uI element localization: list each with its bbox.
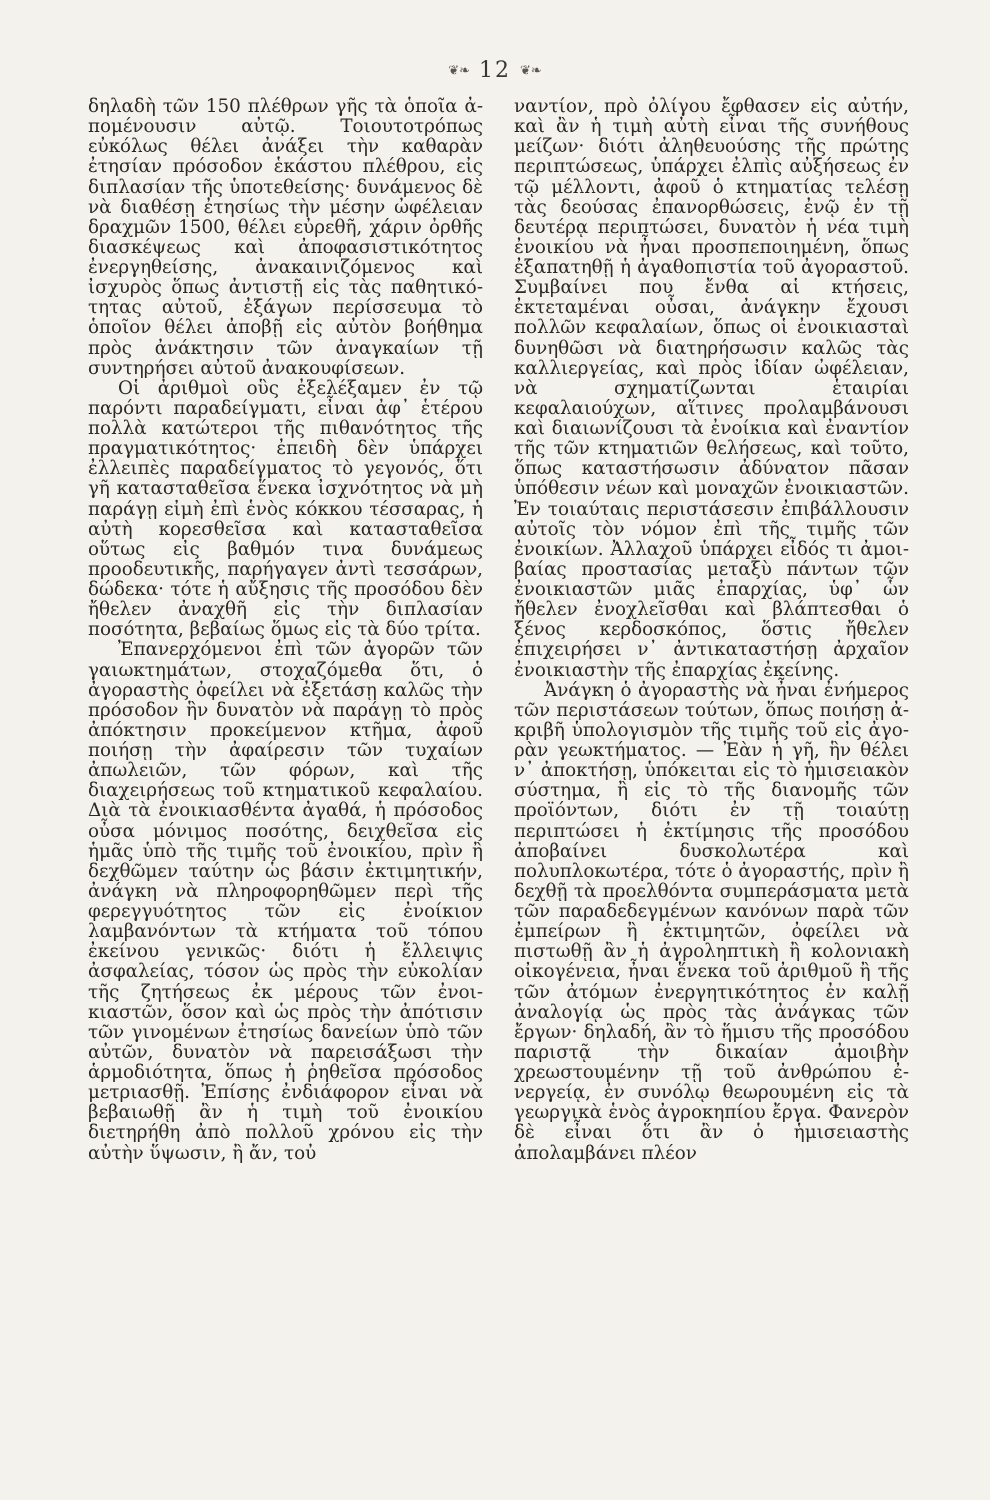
page-header <box>0 58 990 83</box>
paragraph: δηλαδὴ τῶν 150 πλέθρων γῆς τὰ ὁποῖα ἀπομένουσιν αὐτῷ. Τοιουτοτρόπως εὐκόλως θέλει ἀνάξει τὴν καθαρὰν ἐτησίαν πρόσοδον ἑκάστου πλέθρου, εἰς διπλασίαν τῆς ὑποτεθείσης· δυνάμενος δὲ νὰ διαθέσῃ ἐτησίως τὴν μέσην ὠφέλειαν δραχμῶν 1500, θέλει εὐρεθῆ, χάριν ὀρθῆς διασκέψεως καὶ ἀποφασιστικότητος ἐνεργηθείσης, ἀνακαινιζόμενος καὶ ἰσχυρὸς ὅπως ἀντιστῇ εἰς τὰς παθητικότητας αὐτοῦ, ἐξάγων περίσσευμα τὸ ὁποῖον θέλει ἀποβῇ εἰς αὐτὸν βοήθημα πρὸς ἀνάκτησιν τῶν ἀναγκαίων τῇ συντηρήσει αὐτοῦ ἀνακουφίσεων. <box>88 96 483 379</box>
paragraph: Ἐπανερχόμενοι ἐπὶ τῶν ἀγορῶν τῶν γαιωκτημάτων, στοχαζόμεθα ὅτι, ὁ ἀγοραστὴς ὀφείλει νὰ ἐξετάσῃ καλῶς τὴν πρόσοδον ἣν δυνατὸν νὰ παράγῃ τὸ πρὸς ἀπόκτησιν προκείμενον κτῆμα, ἀφοῦ ποιήσῃ τὴν ἀφαίρεσιν τῶν τυχαίων ἀπωλειῶν, τῶν φόρων, καὶ τῆς διαχειρήσεως τοῦ κτηματικοῦ κεφαλαίου. Διὰ τὰ ἐνοικιασθέντα ἀγαθά, ἡ πρόσοδος οὖσα μόνιμος ποσότης, δειχθεῖσα εἰς ἡμᾶς ὑπὸ τῆς τιμῆς τοῦ ἐνοικίου, πρὶν ἢ δεχθῶμεν ταύτην ὡς βάσιν ἐκτιμητικήν, ἀνάγκη νὰ πληροφορηθῶμεν περὶ τῆς φερεγγυότητος τῶν εἰς ἐνοίκιον λαμβανόντων τὰ κτήματα τοῦ τόπου ἐκείνου γενικῶς· διότι ἡ ἔλλειψις ἀσφαλείας, τόσον ὡς πρὸς τὴν εὐκολίαν τῆς ζητήσεως ἐκ μέρους τῶν ἐνοικιαστῶν, ὅσον καὶ ὡς πρὸς τὴν ἀπότισιν τῶν γινομένων ἐτησίως δανείων ὑπὸ τῶν αὐτῶν, δυνατὸν νὰ παρεισάξωσι τὴν ἁρμοδιότητα, ὅπως ἡ ῥηθεῖσα πρόσοδος μετριασθῇ. Ἐπίσης ἐνδιάφορον εἶναι νὰ βεβαιωθῇ ἂν ἡ τιμὴ τοῦ ἐνοικίου διετηρήθη ἀπὸ πολλοῦ χρόνου εἰς τὴν αὐτὴν ὕψωσιν, ἢ ἄν, τοὐ <box>88 639 483 1164</box>
ornament-right-icon: ❦❧ <box>520 63 542 79</box>
page-number: 12 <box>479 58 511 83</box>
paragraph: Οἱ ἀριθμοὶ οὓς ἐξελέξαμεν ἐν τῷ παρόντι παραδείγματι, εἶναι ἀφ᾽ ἑτέρου πολλὰ κατώτεροι τῆς πιθανότητος τῆς πραγματικότητος· ἐπειδὴ δὲν ὑπάρχει ἐλλειπὲς παραδείγματος τὸ γεγονός, ὅτι γῆ κατασταθεῖσα ἕνεκα ἰσχνότητος νὰ μὴ παράγῃ εἰμὴ ἐπὶ ἑνὸς κόκκου τέσσαρας, ἡ αὐτὴ κορεσθεῖσα καὶ κατασταθεῖσα οὕτως εἰς βαθμόν τινα δυνάμεως προοδευτικῆς, παρήγαγεν ἀντὶ τεσσάρων, δώδεκα· τότε ἡ αὔξησις τῆς προσόδου δὲν ἤθελεν ἀναχθῆ εἰς τὴν διπλασίαν ποσότητα, βεβαίως ὅμως εἰς τὰ δύο τρίτα. <box>88 377 483 641</box>
right-column <box>514 97 909 1164</box>
ornament-left-icon: ❦❧ <box>448 63 470 79</box>
left-column <box>88 97 483 1164</box>
paragraph: Ἀνάγκη ὁ ἀγοραστὴς νὰ ἦναι ἐνήμερος τῶν περιστάσεων τούτων, ὅπως ποιήσῃ ἀκριβῆ ὑπολογισμὸν τῆς τιμῆς τοῦ εἰς ἀγορὰν γεωκτήματος. — Ἐὰν ἡ γῆ, ἣν θέλει ν᾽ ἀποκτήσῃ, ὑπόκειται εἰς τὸ ἡμισειακὸν σύστημα, ἢ εἰς τὸ τῆς διανομῆς τῶν προϊόντων, διότι ἐν τῇ τοιαύτῃ περιπτώσει ἡ ἐκτίμησις τῆς προσόδου ἀποβαίνει δυσκολωτέρα καὶ πολυπλοκωτέρα, τότε ὁ ἀγοραστής, πρὶν ἢ δεχθῇ τὰ προελθόντα συμπεράσματα μετὰ τῶν παραδεδεγμένων κανόνων παρὰ τῶν ἐμπείρων ἢ ἐκτιμητῶν, ὀφείλει νὰ πιστωθῇ ἂν ἡ ἀγροληπτικὴ ἢ κολονιακὴ οἰκογένεια, ἦναι ἕνεκα τοῦ ἀριθμοῦ ἢ τῆς τῶν ἀτόμων ἐνεργητικότητος ἐν καλῇ ἀναλογίᾳ ὡς πρὸς τὰς ἀνάγκας τῶν ἔργων· δηλαδή, ἂν τὸ ἥμισυ τῆς προσόδου παριστᾷ τὴν δικαίαν ἀμοιβὴν χρεωστουμένην τῇ τοῦ ἀνθρώπου ἐνεργείᾳ, ἐν συνόλῳ θεωρουμένη εἰς τὰ γεωργικὰ ἑνὸς ἀγροκηπίου ἔργα. Φανερὸν δὲ εἶναι ὅτι ἂν ὁ ἡμισειαστὴς ἀπολαμβάνει πλέον <box>514 679 909 1164</box>
paragraph: ναντίον, πρὸ ὀλίγου ἔφθασεν εἰς αὐτήν, καὶ ἂν ἡ τιμὴ αὐτὴ εἶναι τῆς συνήθους μείζων· διότι ἀληθευούσης τῆς πρώτης περιπτώσεως, ὑπάρχει ἐλπὶς αὐξήσεως ἐν τῷ μέλλοντι, ἀφοῦ ὁ κτηματίας τελέσῃ τὰς δεούσας ἐπανορθώσεις, ἐνῷ ἐν τῇ δευτέρᾳ περιπτώσει, δυνατὸν ἡ νέα τιμὴ ἐνοικίου νὰ ἦναι προσπεποιημένη, ὅπως ἐξαπατηθῇ ἡ ἀγαθοπιστία τοῦ ἀγοραστοῦ. Συμβαίνει που ἔνθα αἱ κτήσεις, ἐκτεταμέναι οὖσαι, ἀνάγκην ἔχουσι πολλῶν κεφαλαίων, ὅπως οἱ ἐνοικιασταὶ δυνηθῶσι νὰ διατηρήσωσιν καλῶς τὰς καλλιεργείας, καὶ πρὸς ἰδίαν ὠφέλειαν, νὰ σχηματίζωνται ἑταιρίαι κεφαλαιούχων, αἵτινες προλαμβάνουσι καὶ διαιωνίζουσι τὰ ἐνοίκια καὶ ἐναντίον τῆς τῶν κτηματιῶν θελήσεως, καὶ τοῦτο, ὅπως καταστήσωσιν ἀδύνατον πᾶσαν ὑπόθεσιν νέων καὶ μοναχῶν ἐνοικιαστῶν. Ἐν τοιαύταις περιστάσεσιν ἐπιβάλλουσιν αὐτοῖς τὸν νόμον ἐπὶ τῆς τιμῆς τῶν ἐνοικίων. Ἀλλαχοῦ ὑπάρχει εἶδός τι ἀμοιβαίας προστασίας μεταξὺ πάντων τῶν ἐνοικιαστῶν μιᾶς ἐπαρχίας, ὑφ᾽ ὧν ἤθελεν ἐνοχλεῖσθαι καὶ βλάπτεσθαι ὁ ξένος κερδοσκόπος, ὅστις ἤθελεν ἐπιχειρήσει ν᾽ ἀντικαταστήσῃ ἀρχαῖον ἐνοικιαστὴν τῆς ἐπαρχίας ἐκείνης. <box>514 96 909 681</box>
